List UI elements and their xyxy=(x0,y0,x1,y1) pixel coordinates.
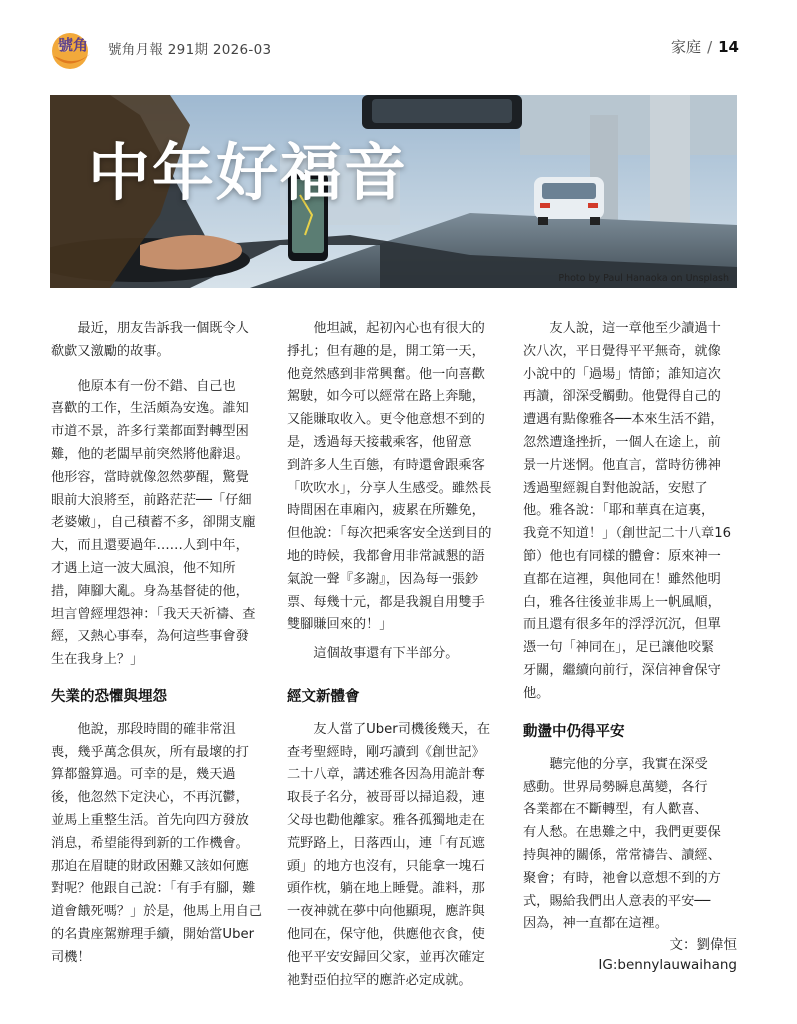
article-column-1-lower xyxy=(51,686,265,970)
article-column-3 xyxy=(523,318,737,706)
paragraph: 這個故事還有下半部分。 xyxy=(313,646,459,662)
author-instagram: IG:bennylauwaihang xyxy=(598,957,737,973)
page-indicator xyxy=(671,36,739,57)
paragraph: 聽完他的分享，我實在深受 感動。世界局勢瞬息萬變，各行 各業都在不斷轉型，有人歡喜、 有人愁。在患難之中，我們更要保 持與神的關係，常常禱告、讀經、 聚會；有時，祂會以意想不到的方 式，賜給我們出人意表的平安── 因為，神一直都在這裡。 xyxy=(523,756,721,932)
paragraph: 最近，朋友告訴我一個既令人 欷歔又激勵的故事。 xyxy=(51,321,249,359)
paragraph: 他坦誠，起初內心也有很大的 掙扎；但有趣的是，開工第一天， 他竟然感到非常興奮。他一向喜歡 駕駛，如今可以經常在路上奔馳， 又能賺取收入。更令他意想不到的 是，透過每天接載乘客，他留意 到許多人生百態，有時還會跟乘客 「吹吹水」，分享人生感受。雖然長 時間困在車廂內，疲累在所難免， 但他說：「每次把乘客安全送到目的 地的時候，我都會用非常誠懇的語 氣說一聲『多謝』，因為每一張鈔 票、每幾十元，都是我親自用雙手 雙腳賺回來的！」 xyxy=(287,321,492,633)
publication-info: 號角月報 291期 2026-03 xyxy=(108,42,272,58)
byline xyxy=(598,935,737,975)
section-heading: 動盪中仍得平安 xyxy=(523,724,625,740)
article-column-1 xyxy=(51,318,265,672)
page-number: 14 xyxy=(718,38,739,56)
author-name: 文：劉偉恒 xyxy=(669,937,737,953)
article-column-3-lower xyxy=(523,721,737,936)
magazine-logo xyxy=(48,26,98,72)
section-name: 家庭 xyxy=(671,38,702,56)
article-column-2 xyxy=(287,318,501,666)
article-title: 中年好福音 xyxy=(88,136,409,209)
section-heading: 經文新體會 xyxy=(287,689,360,705)
paragraph: 他說，那段時間的確非常沮 喪，幾乎萬念俱灰，所有最壞的打 算都盤算過。可幸的是，幾天過 後，他忽然下定決心，不再沉鬱， 並馬上重整生活。首先向四方發放 消息，希望能得到新的工作機會。 那迫在眉睫的財政困難又該如何應 對呢？他跟自己說：「有手有腳，難 道會餓死嗎？」於是，他馬上用自己 的名貴座駕辦理手續，開始當Uber 司機！ xyxy=(51,721,262,965)
paragraph: 友人說，這一章他至少讀過十 次八次，平日覺得平平無奇，就像 小說中的「過場」情節；誰知這次 再讀，卻深受觸動。他覺得自己的 遭遇有點像雅各──本來生活不錯， 忽然遭逢挫折，一個人在途上，前 景一片迷惘。他直言，當時彷彿神 透過聖經親自對他說話，安慰了 他。雅各說：「耶和華真在這裏， 我竟不知道！」（創世記二十八章16 節）他也有同樣的體會：原來神一 直都在這裡，與他同在！雖然他明 白，雅各往後並非馬上一帆風順， 而且還有很多年的浮浮沉沉，但單 憑一句「神同在」，足已讓他咬緊 牙關，繼續向前行，深信神會保守 他。 xyxy=(523,321,731,701)
page-separator: / xyxy=(707,38,713,56)
photo-credit: Photo by Paul Hanaoka on Unsplash xyxy=(558,273,729,284)
article-column-2-lower xyxy=(287,686,501,992)
section-heading: 失業的恐懼與埋怨 xyxy=(51,689,167,705)
hero-image xyxy=(50,95,737,288)
logo-text: 號角 xyxy=(58,36,89,54)
paragraph: 他原本有一份不錯、自己也 喜歡的工作，生活頗為安逸。誰知 市道不景，許多行業都面對轉型困 難，他的老闆早前突然將他辭退。 他形容，當時就像忽然夢醒，驚覺 眼前大浪將至，前路茫茫──「仔細 老婆嫩」，自己積蓄不多，卻開支龐 大，而且還要過年……人到中年， 才遇上這一波大風浪，他不知所 措，陣腳大亂。身為基督徒的他， 坦言曾經埋怨神：「我天天祈禱、查 經，又熱心事奉，為何這些事會發 生在我身上？」 xyxy=(51,378,256,668)
paragraph: 友人當了Uber司機後幾天，在 查考聖經時，剛巧讀到《創世記》 二十八章，講述雅各因為用詭計奪 取長子名分，被哥哥以掃追殺，連 父母也勸他離家。雅各孤獨地走在 荒野路上，日落西山，連「有瓦遮 頭」的地方也沒有，只能拿一塊石 頭作枕，躺在地上睡覺。誰料，那 一夜神就在夢中向他顯現，應許與 他同在，保守他，供應他衣食，使 他平平安安歸回父家，並再次確定 祂對亞伯拉罕的應許必定成就。 xyxy=(287,721,491,988)
